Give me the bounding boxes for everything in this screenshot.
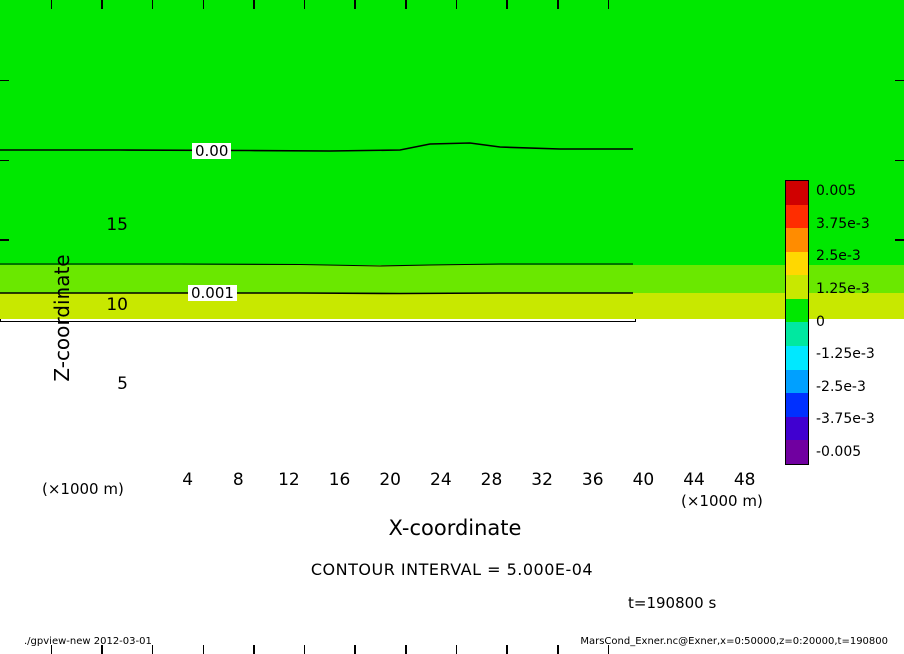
colorbar-tick-label: 0	[816, 313, 825, 330]
x-tick	[608, 0, 610, 9]
colorbar-cell	[786, 370, 808, 394]
colorbar-cell	[786, 181, 808, 205]
y-tick-label: 5	[117, 374, 128, 395]
colorbar-cell	[786, 346, 808, 370]
colorbar-cell	[786, 205, 808, 229]
x-tick	[405, 0, 407, 9]
plot-area	[0, 0, 636, 322]
x-tick	[51, 0, 53, 9]
colorbar-cell	[786, 228, 808, 252]
x-tick-label: 28	[480, 470, 503, 490]
colorbar-cell	[786, 440, 808, 464]
colorbar-cell	[786, 299, 808, 323]
colorbar-cell	[786, 393, 808, 417]
x-tick	[304, 0, 306, 9]
footer-left-text: ./gpview-new 2012-03-01	[24, 636, 152, 647]
contour-label-1: 0.001	[188, 285, 237, 301]
colorbar-tick-label: -1.25e-3	[816, 346, 875, 363]
y-tick	[0, 239, 9, 241]
y-tick-label: 15	[106, 214, 128, 235]
colorbar-tick-label: 0.005	[816, 183, 857, 199]
x-tick	[203, 0, 205, 9]
colorbar-cell	[786, 417, 808, 441]
colorbar-tick-label: -0.005	[816, 444, 862, 460]
colorbar-tick-label: -3.75e-3	[816, 411, 875, 428]
x-tick	[101, 0, 103, 9]
y-axis-title: Z-coordinate	[50, 254, 74, 382]
time-label: t=190800 s	[628, 594, 717, 612]
y-tick-label: 10	[106, 294, 128, 315]
x-tick-label: 8	[232, 470, 244, 490]
colorbar-tick-label: -2.5e-3	[816, 378, 866, 395]
x-axis-units: (×1000 m)	[681, 492, 763, 510]
x-tick-label: 36	[581, 470, 604, 490]
colorbar-tick-label: 1.25e-3	[816, 280, 870, 297]
footer-right-text: MarsCond_Exner.nc@Exner,x=0:50000,z=0:20000,t=190800	[580, 636, 888, 647]
y-axis-units: (×1000 m)	[42, 480, 124, 498]
y-tick	[0, 80, 9, 82]
x-tick-label: 24	[430, 470, 452, 490]
contour-label-0: 0.00	[192, 143, 231, 159]
x-tick	[253, 0, 255, 9]
x-tick-label: 4	[182, 470, 194, 490]
contour-interval-label: CONTOUR INTERVAL = 5.000E-04	[310, 560, 594, 579]
x-tick	[354, 0, 356, 9]
x-tick-label: 16	[328, 470, 351, 490]
x-axis-title: X-coordinate	[388, 516, 522, 540]
colorbar-cell	[786, 252, 808, 276]
x-tick-label: 48	[733, 470, 756, 490]
x-tick	[152, 0, 154, 9]
x-tick-label: 12	[278, 470, 300, 490]
colorbar	[785, 180, 809, 465]
colorbar-tick-label: 3.75e-3	[816, 215, 870, 232]
colorbar-tick-label: 2.5e-3	[816, 248, 861, 265]
colorbar-cell	[786, 275, 808, 299]
y-tick	[0, 160, 9, 162]
x-tick-label: 32	[531, 470, 553, 490]
x-tick	[456, 0, 458, 9]
contour-lines	[0, 0, 633, 319]
x-tick	[557, 0, 559, 9]
x-tick-label: 40	[632, 470, 655, 490]
x-tick	[506, 0, 508, 9]
x-tick-label: 44	[683, 470, 705, 490]
x-tick-label: 20	[379, 470, 402, 490]
colorbar-cell	[786, 322, 808, 346]
